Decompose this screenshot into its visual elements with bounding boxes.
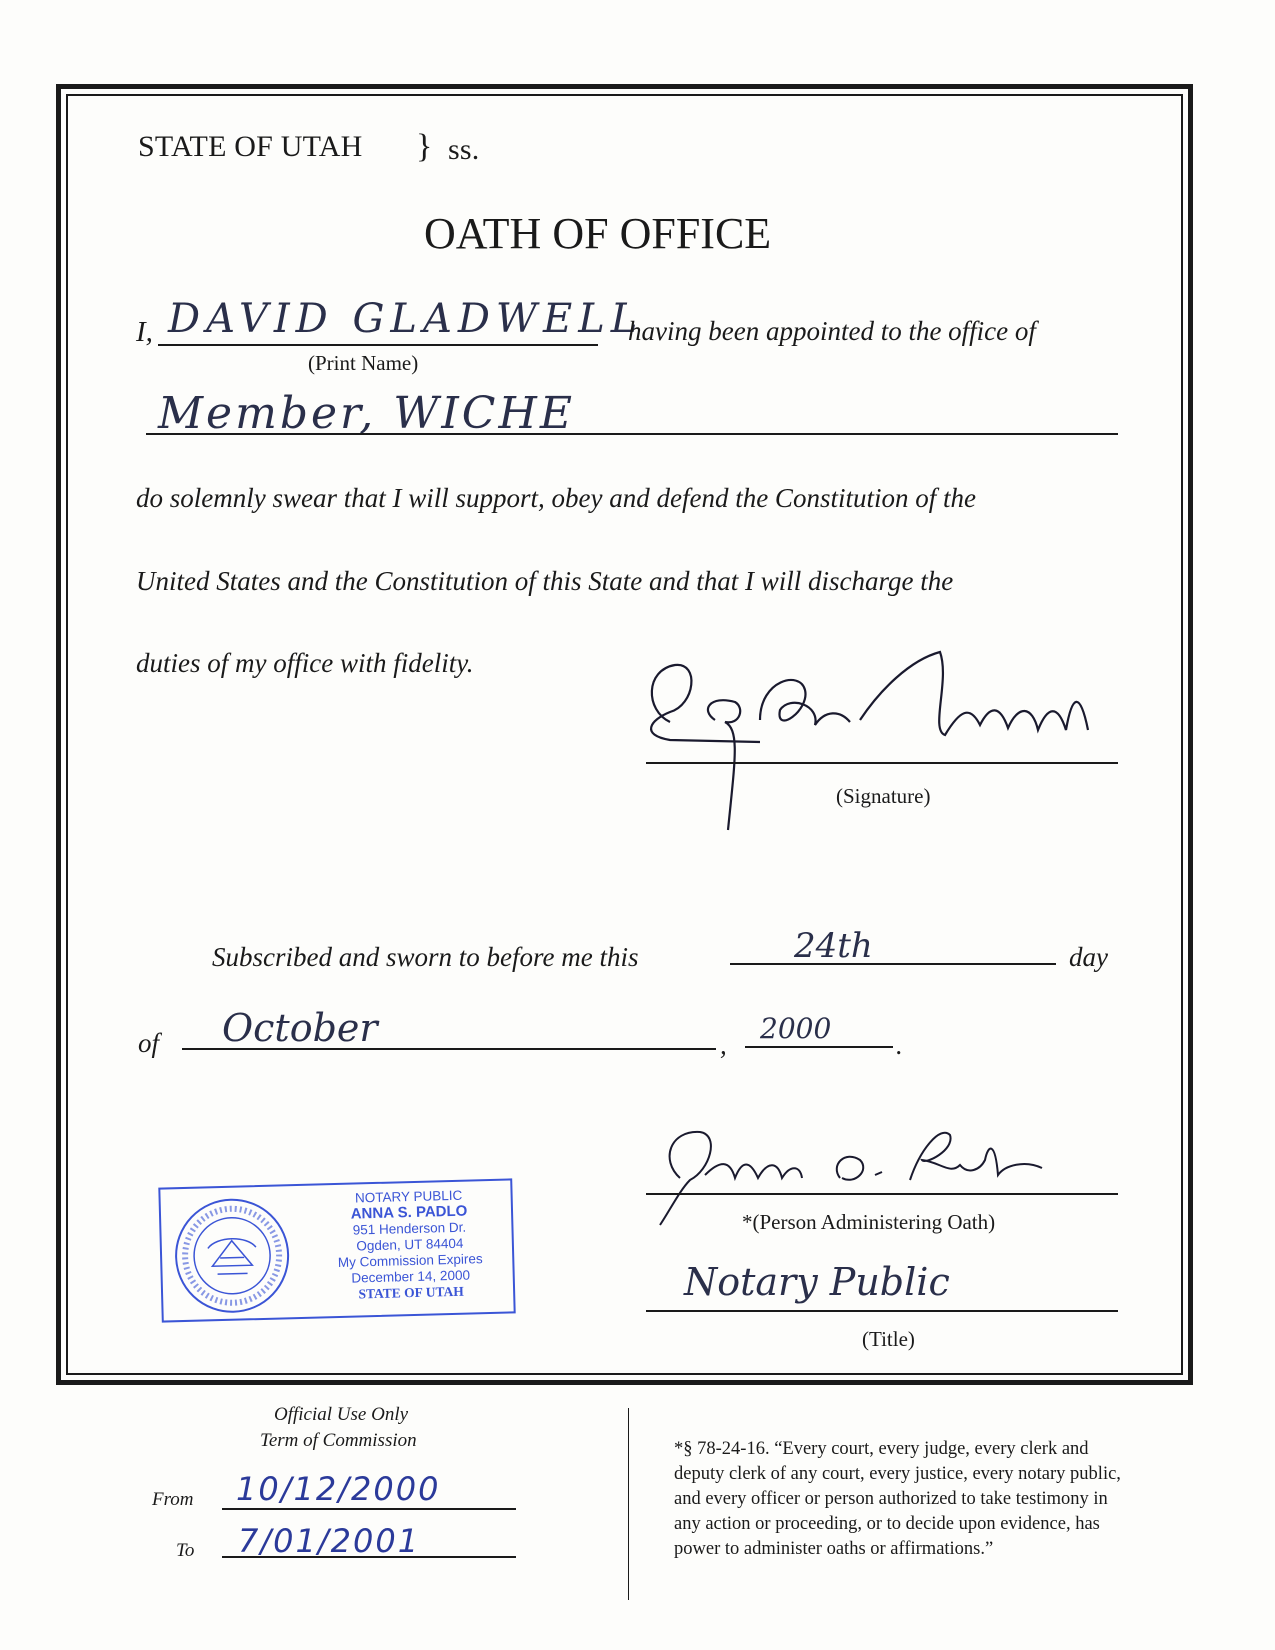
office-line — [146, 433, 1118, 435]
state-seal-image — [171, 1194, 294, 1317]
signature-caption: (Signature) — [836, 784, 931, 808]
name-line — [158, 344, 598, 346]
oath-signature-image — [640, 650, 1130, 840]
ss-label: ss. — [448, 133, 480, 166]
term-of-commission-heading: Term of Commission — [260, 1430, 417, 1451]
printed-name-handwritten: DAVID GLADWELL — [168, 296, 644, 342]
statute-line: and every officer or person authorized to take testimony in — [674, 1489, 1108, 1509]
state-label: STATE OF UTAH — [138, 130, 363, 163]
stamp-line-notary: NOTARY PUBLIC — [354, 1187, 463, 1206]
appointed-text: having been appointed to the office of — [628, 316, 1036, 346]
from-label: From — [152, 1489, 194, 1510]
venue-brace: } — [416, 128, 433, 165]
signature-line — [646, 762, 1118, 764]
oath-prefix: I, — [136, 316, 153, 348]
statute-footnote — [674, 1437, 1194, 1562]
stamp-line-date: December 14, 2000 — [351, 1267, 471, 1286]
administering-caption: *(Person Administering Oath) — [742, 1210, 996, 1234]
sworn-month-handwritten: October — [222, 1006, 378, 1050]
oath-body-line-3: duties of my office with fidelity. — [136, 648, 474, 678]
to-date-handwritten: 7/01/2001 — [238, 1522, 421, 1560]
bottom-divider — [628, 1408, 629, 1600]
administering-signature-line — [646, 1193, 1118, 1195]
sworn-year-handwritten: 2000 — [760, 1012, 832, 1045]
from-line — [222, 1508, 516, 1510]
document-title: OATH OF OFFICE — [424, 209, 772, 258]
stamp-line-expires: My Commission Expires — [337, 1251, 483, 1270]
statute-line: power to administer oaths or affirmations.” — [674, 1539, 994, 1559]
notary-stamp — [158, 1178, 515, 1322]
title-line — [646, 1310, 1118, 1312]
year-period: . — [896, 1030, 903, 1060]
day-label: day — [1069, 942, 1108, 972]
name-caption: (Print Name) — [308, 351, 419, 375]
to-line — [222, 1556, 516, 1558]
sworn-text: Subscribed and sworn to before me this — [212, 942, 639, 972]
stamp-line-name: ANNA S. PADLO — [350, 1202, 468, 1223]
title-caption: (Title) — [862, 1327, 915, 1351]
office-handwritten: Member, WICHE — [158, 388, 575, 439]
of-label: of — [138, 1028, 160, 1058]
sworn-day-handwritten: 24th — [794, 926, 873, 966]
from-date-handwritten: 10/12/2000 — [236, 1470, 441, 1508]
day-line — [730, 963, 1056, 965]
official-use-heading: Official Use Only — [274, 1404, 409, 1425]
stamp-line-city: Ogden, UT 84404 — [356, 1235, 464, 1254]
statute-line: any action or proceeding, or to decide upon evidence, has — [674, 1514, 1100, 1534]
month-line — [182, 1048, 716, 1050]
administering-title-handwritten: Notary Public — [684, 1260, 950, 1304]
statute-line: *§ 78-24-16. “Every court, every judge, every clerk and — [674, 1439, 1089, 1459]
to-label: To — [176, 1540, 195, 1561]
stamp-line-state: STATE OF UTAH — [358, 1283, 464, 1302]
oath-body-line-1: do solemnly swear that I will support, obey and defend the Constitution of the — [136, 483, 976, 513]
stamp-line-street: 951 Henderson Dr. — [352, 1219, 467, 1238]
statute-line: deputy clerk of any court, every justice, every notary public, — [674, 1464, 1121, 1484]
year-line — [745, 1046, 893, 1048]
month-comma: , — [720, 1030, 727, 1060]
oath-body-line-2: United States and the Constitution of this State and that I will discharge the — [136, 566, 954, 596]
